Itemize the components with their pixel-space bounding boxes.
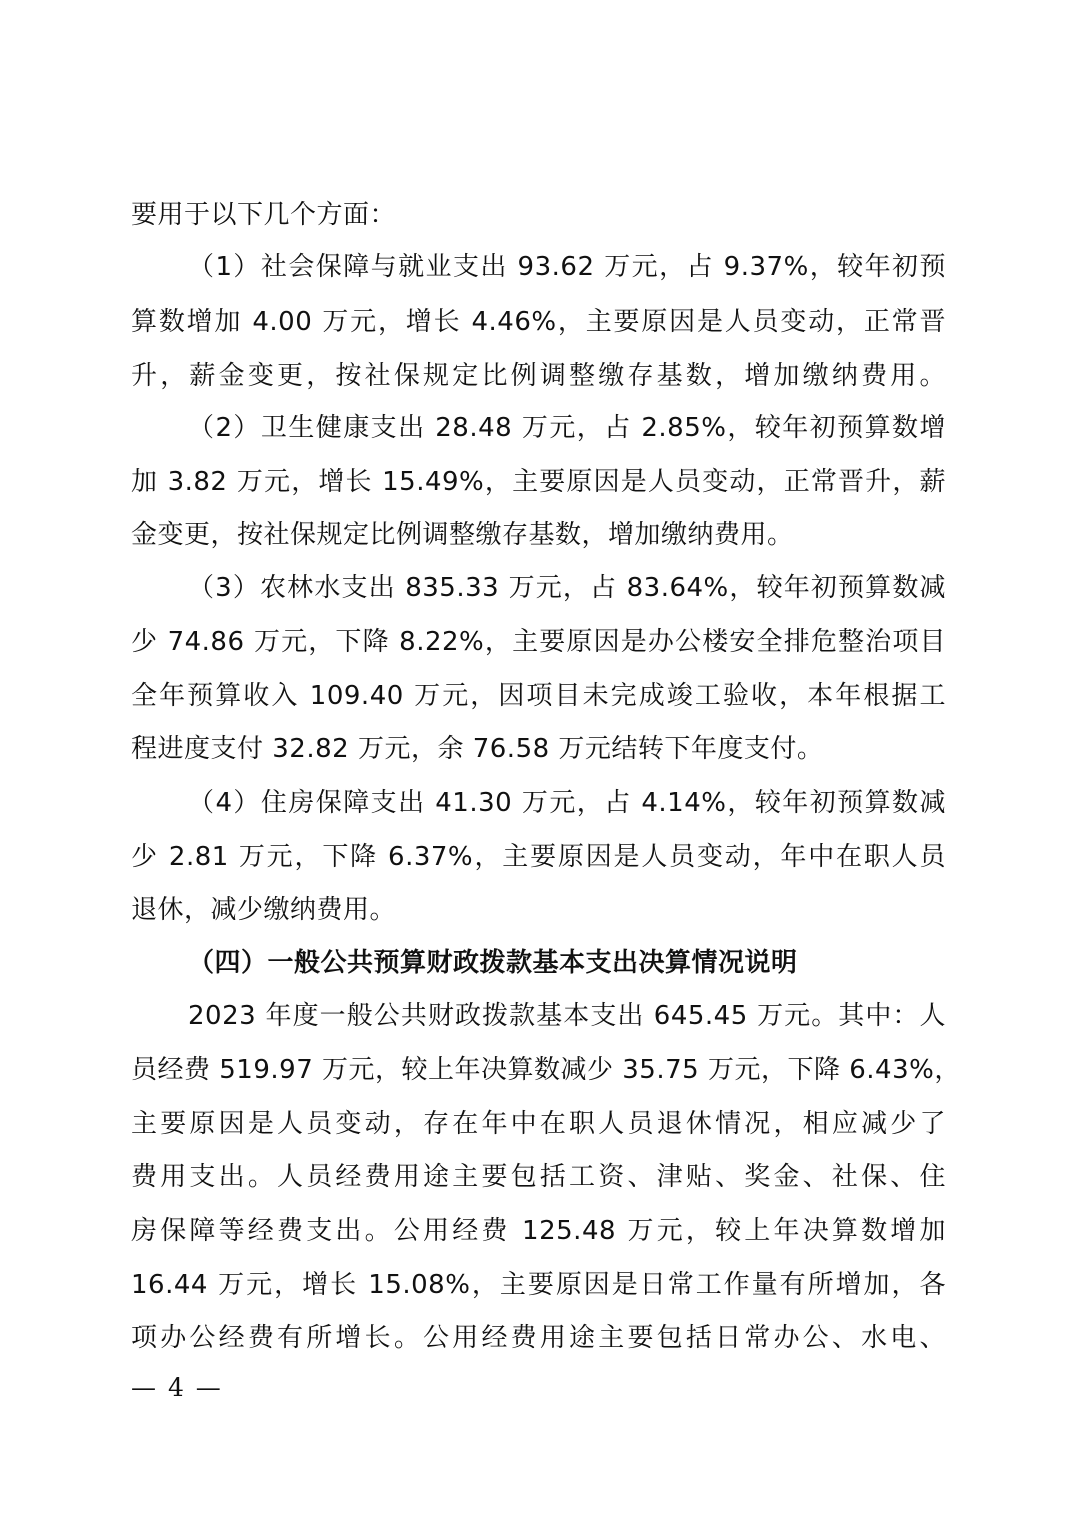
paragraph-line: 项办公经费有所增长。公用经费用途主要包括日常办公、水电、 bbox=[131, 1323, 946, 1353]
paragraph-line: 升，薪金变更，按社保规定比例调整缴存基数，增加缴纳费用。 bbox=[131, 361, 946, 391]
paragraph-line: （4）住房保障支出 41.30 万元，占 4.14%，较年初预算数减 bbox=[188, 788, 946, 818]
paragraph-line: 2023 年度一般公共财政拨款基本支出 645.45 万元。其中：人 bbox=[188, 1001, 946, 1031]
paragraph-line: 要用于以下几个方面： bbox=[131, 200, 397, 230]
paragraph-line: （1）社会保障与就业支出 93.62 万元，占 9.37%，较年初预 bbox=[188, 252, 946, 282]
paragraph-line: 金变更，按社保规定比例调整缴存基数，增加缴纳费用。 bbox=[131, 520, 794, 550]
paragraph-line: 程进度支付 32.82 万元，余 76.58 万元结转下年度支付。 bbox=[131, 734, 824, 764]
paragraph-line: 少 2.81 万元，下降 6.37%，主要原因是人员变动，年中在职人员 bbox=[131, 842, 946, 872]
paragraph-line: 房保障等经费支出。公用经费 125.48 万元，较上年决算数增加 bbox=[131, 1216, 946, 1246]
paragraph-line: 16.44 万元，增长 15.08%，主要原因是日常工作量有所增加，各 bbox=[131, 1270, 946, 1300]
paragraph-line: 主要原因是人员变动，存在年中在职人员退休情况，相应减少了 bbox=[131, 1109, 946, 1139]
paragraph-line: 算数增加 4.00 万元，增长 4.46%，主要原因是人员变动，正常晋 bbox=[131, 307, 946, 337]
paragraph-line: 费用支出。人员经费用途主要包括工资、津贴、奖金、社保、住 bbox=[131, 1162, 946, 1192]
paragraph-line: 退休，减少缴纳费用。 bbox=[131, 895, 397, 925]
paragraph-line: （2）卫生健康支出 28.48 万元，占 2.85%，较年初预算数增 bbox=[188, 413, 946, 443]
paragraph-line: 少 74.86 万元，下降 8.22%，主要原因是办公楼安全排危整治项目 bbox=[131, 627, 946, 657]
section-heading: （四）一般公共预算财政拨款基本支出决算情况说明 bbox=[188, 948, 798, 978]
paragraph-line: 加 3.82 万元，增长 15.49%，主要原因是人员变动，正常晋升，薪 bbox=[131, 467, 946, 497]
page-number: — 4 — bbox=[131, 1373, 223, 1402]
paragraph-line: 员经费 519.97 万元，较上年决算数减少 35.75 万元，下降 6.43%， bbox=[131, 1055, 961, 1085]
paragraph-line: 全年预算收入 109.40 万元，因项目未完成竣工验收，本年根据工 bbox=[131, 681, 946, 711]
paragraph-line: （3）农林水支出 835.33 万元，占 83.64%，较年初预算数减 bbox=[188, 573, 946, 603]
